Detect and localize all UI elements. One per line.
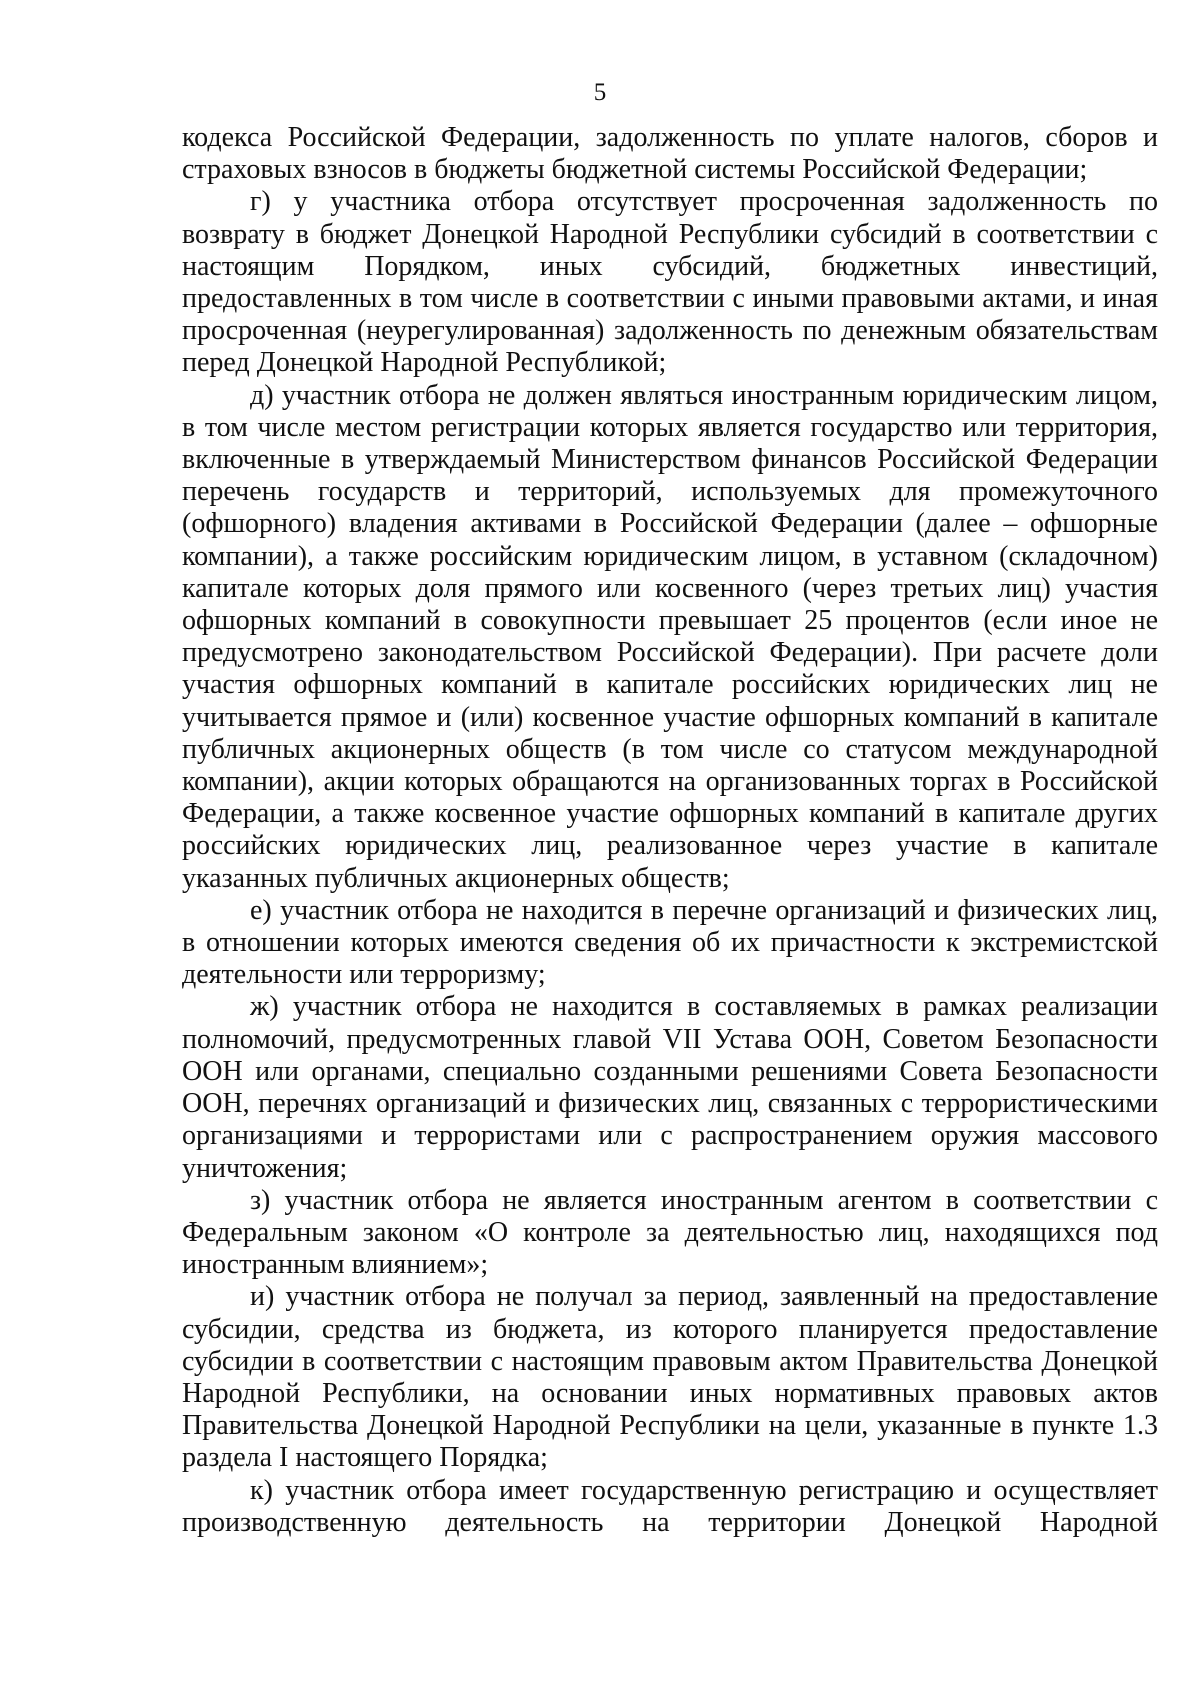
paragraph-item-e: е) участник отбора не находится в перечне организаций и физических лиц, в отношении которых имеются сведения об их причастности к экстремистской деятельности или терроризму; — [182, 894, 1158, 991]
paragraph-item-g: г) у участника отбора отсутствует просроченная задолженность по возврату в бюджет Донецкой Народной Республики субсидий в соответствии с настоящим Порядком, иных субсидий, бюджетных инвестиций, предоставленных в том числе в соответствии с иными правовыми актами, и иная просроченная (неурегулированная) задолженность по денежным обязательствам перед Донецкой Народной Республикой; — [182, 186, 1158, 379]
paragraph-item-i: и) участник отбора не получал за период, заявленный на предоставление субсидии, средства из бюджета, из которого планируется предоставление субсидии в соответствии с настоящим правовым актом Правительства Донецкой Народной Республики, на основании иных нормативных правовых актов Правительства Донецкой Народной Республики на цели, указанные в пункте 1.3 раздела I настоящего Порядка; — [182, 1281, 1158, 1474]
paragraph-item-zh: ж) участник отбора не находится в составляемых в рамках реализации полномочий, предусмотренных главой VII Устава ООН, Советом Безопасности ООН или органами, специально созданными решениями Совета Безопасности ООН, перечнях организаций и физических лиц, связанных с террористическими организациями и террористами или с распространением оружия массового уничтожения; — [182, 991, 1158, 1184]
page-number: 5 — [593, 79, 607, 106]
document-body — [182, 122, 1158, 1539]
paragraph-item-d: д) участник отбора не должен являться иностранным юридическим лицом, в том числе местом регистрации которых является государство или территория, включенные в утверждаемый Министерством финансов Российской Федерации перечень государств и территорий, используемых для промежуточного (офшорного) владения активами в Российской Федерации (далее – офшорные компании), а также российским юридическим лицом, в уставном (складочном) капитале которых доля прямого или косвенного (через третьих лиц) участия офшорных компаний в совокупности превышает 25 процентов (если иное не предусмотрено законодательством Российской Федерации). При расчете доли участия офшорных компаний в капитале российских юридических лиц не учитывается прямое и (или) косвенное участие офшорных компаний в капитале публичных акционерных обществ (в том числе со статусом международной компании), акции которых обращаются на организованных торгах в Российской Федерации, а также косвенное участие офшорных компаний в капитале других российских юридических лиц, реализованное через участие в капитале указанных публичных акционерных обществ; — [182, 379, 1158, 894]
paragraph-item-z: з) участник отбора не является иностранным агентом в соответствии с Федеральным законом «О контроле за деятельностью лиц, находящихся под иностранным влиянием»; — [182, 1184, 1158, 1281]
paragraph-item-k: к) участник отбора имеет государственную регистрацию и осуществляет производственную деятельность на территории Донецкой Народной — [182, 1474, 1158, 1538]
paragraph-continuation: кодекса Российской Федерации, задолженность по уплате налогов, сборов и страховых взносов в бюджеты бюджетной системы Российской Федерации; — [182, 122, 1158, 186]
